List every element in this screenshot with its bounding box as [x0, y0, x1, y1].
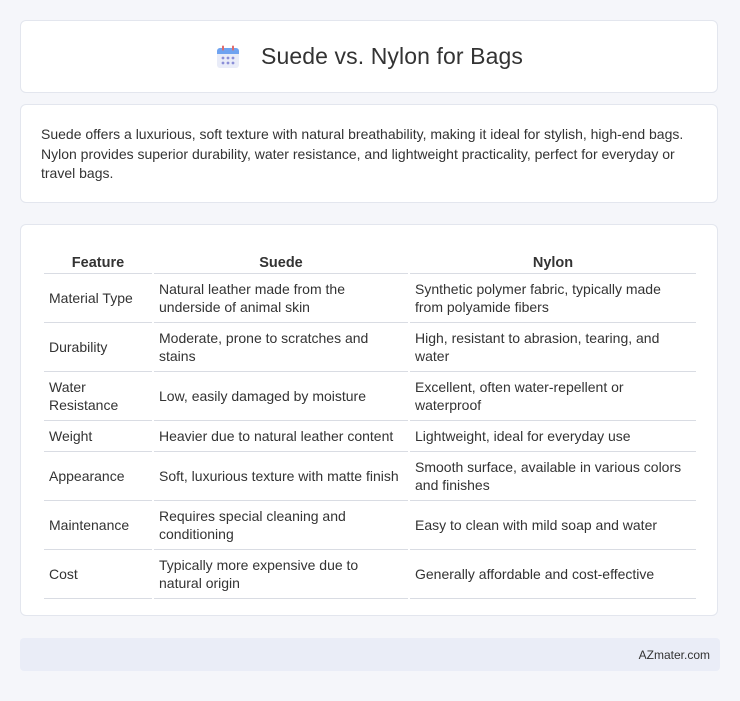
feature-cell: Water Resistance [44, 372, 152, 421]
suede-cell: Moderate, prone to scratches and stains [154, 323, 408, 372]
feature-cell: Cost [44, 550, 152, 599]
column-header-suede: Suede [154, 245, 408, 274]
comparison-card [20, 224, 718, 616]
column-header-nylon: Nylon [410, 245, 696, 274]
footer [20, 638, 720, 671]
suede-cell: Low, easily damaged by moisture [154, 372, 408, 421]
table-row [44, 421, 696, 452]
table-header-row [44, 245, 696, 274]
nylon-cell: Easy to clean with mild soap and water [410, 501, 696, 550]
nylon-cell: Excellent, often water-repellent or waterproof [410, 372, 696, 421]
calendar-icon [215, 44, 241, 70]
nylon-cell: Generally affordable and cost-effective [410, 550, 696, 599]
table-row [44, 550, 696, 599]
suede-cell: Soft, luxurious texture with matte finish [154, 452, 408, 501]
comparison-table [42, 245, 698, 599]
intro-card [20, 104, 718, 203]
suede-cell: Heavier due to natural leather content [154, 421, 408, 452]
feature-cell: Weight [44, 421, 152, 452]
header-card [20, 20, 718, 93]
feature-cell: Durability [44, 323, 152, 372]
suede-cell: Natural leather made from the underside of animal skin [154, 274, 408, 323]
table-row [44, 372, 696, 421]
title-wrap [215, 43, 523, 70]
table-row [44, 452, 696, 501]
suede-cell: Typically more expensive due to natural origin [154, 550, 408, 599]
feature-cell: Appearance [44, 452, 152, 501]
nylon-cell: Synthetic polymer fabric, typically made from polyamide fibers [410, 274, 696, 323]
column-header-feature: Feature [44, 245, 152, 274]
intro-text: Suede offers a luxurious, soft texture with natural breathability, making it ideal for stylish, high-end bags. Nylon provides superior durability, water resistance, and lightweight practicality, perfect for everyday or travel bags. [41, 126, 684, 181]
feature-cell: Material Type [44, 274, 152, 323]
nylon-cell: Smooth surface, available in various colors and finishes [410, 452, 696, 501]
nylon-cell: Lightweight, ideal for everyday use [410, 421, 696, 452]
nylon-cell: High, resistant to abrasion, tearing, and water [410, 323, 696, 372]
table-row [44, 323, 696, 372]
table-row [44, 501, 696, 550]
feature-cell: Maintenance [44, 501, 152, 550]
table-row [44, 274, 696, 323]
footer-site-link[interactable]: AZmater.com [638, 647, 710, 662]
page-title: Suede vs. Nylon for Bags [261, 43, 523, 69]
suede-cell: Requires special cleaning and conditioning [154, 501, 408, 550]
